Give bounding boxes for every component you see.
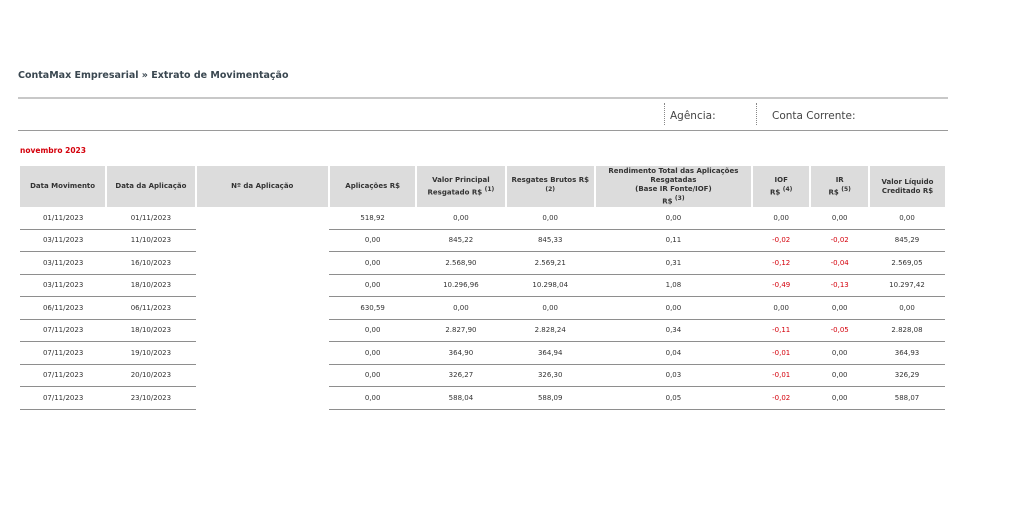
cell-valor-liquido: 2.828,08	[869, 319, 945, 342]
cell-valor-principal: 10.296,96	[416, 274, 505, 297]
cell-data-aplicacao: 18/10/2023	[106, 319, 195, 342]
cell-ir: -0,02	[810, 229, 869, 252]
cell-valor-principal: 845,22	[416, 229, 505, 252]
month-label: novembro 2023	[20, 146, 86, 155]
table-row	[20, 207, 945, 229]
cell-ir: 0,00	[810, 364, 869, 387]
table-row	[20, 364, 945, 387]
cell-aplicacoes: 0,00	[329, 319, 416, 342]
cell-numero-aplicacao	[196, 387, 329, 410]
top-divider	[18, 97, 948, 99]
cell-numero-aplicacao	[196, 207, 329, 229]
footnote-marker: (2)	[545, 185, 556, 193]
header-text: (Base IR Fonte/IOF)	[635, 184, 712, 193]
cell-ir: 0,00	[810, 207, 869, 229]
header-numero-aplicacao: Nº da Aplicação	[196, 166, 329, 207]
cell-numero-aplicacao	[196, 364, 329, 387]
cell-data-movimento: 07/11/2023	[20, 387, 106, 410]
header-data-movimento: Data Movimento	[20, 166, 106, 207]
cell-resgates-brutos: 10.298,04	[506, 274, 595, 297]
cell-valor-principal: 2.827,90	[416, 319, 505, 342]
cell-valor-liquido: 588,07	[869, 387, 945, 410]
header-text: R$	[662, 197, 673, 206]
cell-resgates-brutos: 588,09	[506, 387, 595, 410]
table-row	[20, 387, 945, 410]
cell-aplicacoes: 630,59	[329, 297, 416, 320]
cell-rendimento: 1,08	[595, 274, 752, 297]
cell-data-aplicacao: 18/10/2023	[106, 274, 195, 297]
cell-resgates-brutos: 364,94	[506, 342, 595, 365]
header-text: Valor Líquido	[881, 177, 934, 186]
cell-iof: 0,00	[752, 297, 811, 320]
cell-data-movimento: 03/11/2023	[20, 252, 106, 275]
cell-ir: 0,00	[810, 297, 869, 320]
table-row	[20, 229, 945, 252]
footnote-marker: (5)	[841, 185, 851, 193]
cell-valor-principal: 364,90	[416, 342, 505, 365]
cell-resgates-brutos: 845,33	[506, 229, 595, 252]
cell-aplicacoes: 0,00	[329, 252, 416, 275]
table-row	[20, 274, 945, 297]
info-separator	[756, 103, 757, 125]
cell-numero-aplicacao	[196, 342, 329, 365]
statement-table	[20, 166, 945, 410]
cell-valor-liquido: 0,00	[869, 297, 945, 320]
cell-iof: -0,01	[752, 364, 811, 387]
cell-data-aplicacao: 11/10/2023	[106, 229, 195, 252]
cell-rendimento: 0,05	[595, 387, 752, 410]
agencia-label: Agência:	[670, 110, 716, 122]
cell-numero-aplicacao	[196, 297, 329, 320]
cell-valor-liquido: 364,93	[869, 342, 945, 365]
cell-valor-liquido: 2.569,05	[869, 252, 945, 275]
table-header-row	[20, 166, 945, 207]
cell-valor-liquido: 0,00	[869, 207, 945, 229]
header-valor-principal	[416, 166, 505, 207]
info-separator	[664, 103, 665, 125]
cell-numero-aplicacao	[196, 274, 329, 297]
cell-resgates-brutos: 2.569,21	[506, 252, 595, 275]
page-title: ContaMax Empresarial » Extrato de Movimentação	[18, 70, 289, 81]
cell-valor-principal: 2.568,90	[416, 252, 505, 275]
cell-iof: 0,00	[752, 207, 811, 229]
header-text: Creditado R$	[881, 186, 934, 195]
cell-data-aplicacao: 23/10/2023	[106, 387, 195, 410]
cell-aplicacoes: 0,00	[329, 387, 416, 410]
cell-rendimento: 0,03	[595, 364, 752, 387]
cell-data-aplicacao: 01/11/2023	[106, 207, 195, 229]
header-ir	[810, 166, 869, 207]
table-row	[20, 319, 945, 342]
cell-data-movimento: 03/11/2023	[20, 274, 106, 297]
cell-data-aplicacao: 06/11/2023	[106, 297, 195, 320]
header-text: Resgatado R$	[427, 188, 483, 197]
cell-resgates-brutos: 0,00	[506, 207, 595, 229]
footnote-marker: (1)	[484, 185, 495, 193]
cell-valor-principal: 326,27	[416, 364, 505, 387]
cell-data-movimento: 03/11/2023	[20, 229, 106, 252]
cell-data-aplicacao: 16/10/2023	[106, 252, 195, 275]
cell-valor-liquido: 10.297,42	[869, 274, 945, 297]
cell-rendimento: 0,31	[595, 252, 752, 275]
cell-iof: -0,12	[752, 252, 811, 275]
cell-data-movimento: 07/11/2023	[20, 364, 106, 387]
cell-iof: -0,11	[752, 319, 811, 342]
table-row	[20, 342, 945, 365]
header-aplicacoes: Aplicações R$	[329, 166, 416, 207]
cell-valor-liquido: 326,29	[869, 364, 945, 387]
footnote-marker: (4)	[782, 185, 793, 193]
table-row	[20, 252, 945, 275]
cell-rendimento: 0,34	[595, 319, 752, 342]
header-data-aplicacao: Data da Aplicação	[106, 166, 195, 207]
header-text: IR	[835, 175, 844, 184]
cell-numero-aplicacao	[196, 252, 329, 275]
cell-resgates-brutos: 0,00	[506, 297, 595, 320]
cell-data-movimento: 06/11/2023	[20, 297, 106, 320]
header-valor-liquido	[869, 166, 945, 207]
cell-aplicacoes: 0,00	[329, 342, 416, 365]
cell-aplicacoes: 0,00	[329, 274, 416, 297]
cell-iof: -0,02	[752, 387, 811, 410]
cell-ir: 0,00	[810, 387, 869, 410]
cell-data-aplicacao: 20/10/2023	[106, 364, 195, 387]
cell-ir: -0,04	[810, 252, 869, 275]
header-text: Rendimento Total das Aplicações	[608, 166, 739, 175]
cell-aplicacoes: 0,00	[329, 364, 416, 387]
cell-data-movimento: 07/11/2023	[20, 319, 106, 342]
cell-aplicacoes: 518,92	[329, 207, 416, 229]
header-text: R$	[770, 188, 781, 197]
cell-valor-principal: 0,00	[416, 297, 505, 320]
cell-aplicacoes: 0,00	[329, 229, 416, 252]
cell-valor-principal: 0,00	[416, 207, 505, 229]
cell-ir: -0,13	[810, 274, 869, 297]
cell-resgates-brutos: 2.828,24	[506, 319, 595, 342]
cell-ir: -0,05	[810, 319, 869, 342]
cell-rendimento: 0,00	[595, 207, 752, 229]
cell-data-movimento: 07/11/2023	[20, 342, 106, 365]
account-info-bar	[18, 100, 948, 131]
cell-iof: -0,49	[752, 274, 811, 297]
cell-iof: -0,01	[752, 342, 811, 365]
cell-numero-aplicacao	[196, 229, 329, 252]
cell-ir: 0,00	[810, 342, 869, 365]
cell-rendimento: 0,11	[595, 229, 752, 252]
header-text: Valor Principal	[432, 175, 490, 184]
cell-data-movimento: 01/11/2023	[20, 207, 106, 229]
header-rendimento	[595, 166, 752, 207]
footnote-marker: (3)	[674, 194, 685, 202]
cell-rendimento: 0,04	[595, 342, 752, 365]
header-resgates-brutos	[506, 166, 595, 207]
conta-corrente-label: Conta Corrente:	[772, 110, 856, 122]
cell-valor-principal: 588,04	[416, 387, 505, 410]
cell-iof: -0,02	[752, 229, 811, 252]
header-iof	[752, 166, 811, 207]
cell-numero-aplicacao	[196, 319, 329, 342]
cell-rendimento: 0,00	[595, 297, 752, 320]
cell-valor-liquido: 845,29	[869, 229, 945, 252]
header-text: Resgatadas	[650, 175, 697, 184]
header-text: Resgates Brutos R$	[511, 175, 589, 184]
cell-resgates-brutos: 326,30	[506, 364, 595, 387]
table-row	[20, 297, 945, 320]
header-text: R$	[828, 188, 839, 197]
header-text: IOF	[774, 175, 788, 184]
cell-data-aplicacao: 19/10/2023	[106, 342, 195, 365]
